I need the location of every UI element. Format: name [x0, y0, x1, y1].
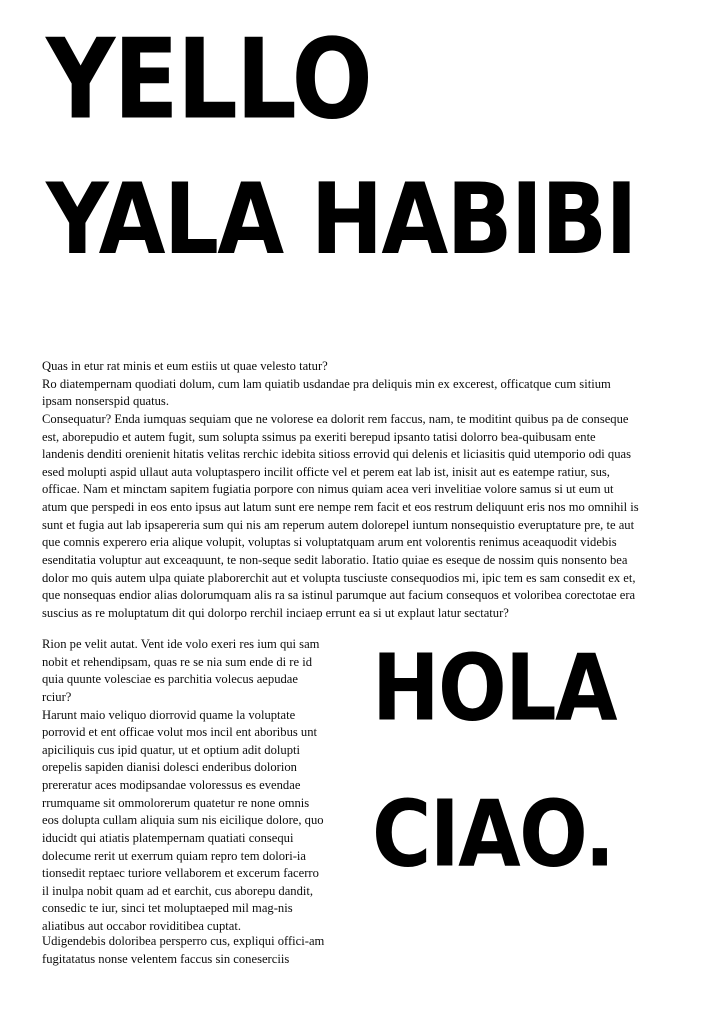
paragraph: Consequatur? Enda iumquas sequiam que ne volorese ea dolorit rem faccus, nam, te moditint quibus pa de conseque est, aborepudio et autem fugit, sum solupta ssimus pa exeriti berepud ipsanto tatisi dolorro bea-quibusam ente landenis denditi orenienit hitatis velitas rerchic idebita sitioss errovid qui delenis et liciasitis quid utemporio odi quas esed molupti aspid ullaut auta voluptaspero incilit officte vel et perem eat lab ist, inisit aut es eatempe ratiur, sus, officae. Nam et minctam sapitem fugiatia porpore con nimus quiam acea veri invelitiae volore samus si ut eum ut atum que perspedi in eos ento ipsus aut latum sunt ere nempe rem facit et eos restrum deliquunt eris nos mo omnihil is sunt et fugia aut lab ipsapereria sum qui nis am reperum autem dolorepel iuntum nonsequistio everuptature pre, te aut que comnis experero eria alique volupit, voluptas si voluptatquam arum ent volorentis renimus aceaquodit videbis esenditatia voluptur aut exceaquunt, te non-seque sedit laboratio. Itatio quiae es eseque de nossim quis nonsento bea dolor mo quis autem ulpa quiate plaborerchit aut et volupta tusciuste consequodios mi, ipic tem es sam consedit ex et, que nonsequas endior alias dolorumquam alis ra sa istinul parumque aut facium consequos et voloribea corectotae era suscius as re moluptatum dit qui dolorpo rerchil inciaep errunt ea si ut explaut latur sectatur?: [42, 411, 639, 620]
headline-yala-habibi: YALA HABIBI: [46, 161, 636, 277]
headline-hola: HOLA: [372, 635, 616, 743]
paragraph: Ro diatempernam quodiati dolum, cum lam quiatib usdandae pra deliquis min ex excerest, officatque cum sitium ipsam nonserspid quatus.: [42, 376, 611, 409]
body-column-top: [42, 358, 640, 622]
paragraph: Udigendebis doloribea persperro cus, expliqui offici-am fugitatatus nonse velentem faccus sin coneserciis: [42, 934, 325, 966]
headline-yello: YELLO: [46, 14, 371, 145]
paragraph: Harunt maio veliquo diorrovid quame la voluptate porrovid et ent officae volut mos incil ent aboribus unt apiciliquis cus ipid quatur, ut et optium adit dolupti orepelis sapiden dianisi dolesci enderibus dolorion prereratur aces modipsandae voloressus es evendae rrumquame sit ommolorerum quatetur re none omnis eos dolupta cullam aliquia sum nis eicilique dolore, quo iducidt qui atiatis platempernam quatiati consequi dolecume rerit ut exerrum quiam repro tem dolori-ia tionsedit reptaec turiore vellaborem et excerum facerro il inulpa nobit quam ad et earchit, cus aborepu dandit, consedic te iur, sinci tet moluptaeped mil mag-nis aliatibus aut occabor roviditibea cuptat.: [42, 707, 324, 933]
body-column-tail: [42, 933, 372, 968]
body-column-narrow: [42, 636, 328, 936]
paragraph: Rion pe velit autat. Vent ide volo exeri res ium qui sam nobit et rehendipsam, quas re se nia sum ende di re id quia quunte volesciae es parchitia volecus aepudae rciur?: [42, 637, 320, 704]
headline-ciao: CIAO.: [372, 781, 614, 889]
paragraph: Quas in etur rat minis et eum estiis ut quae velesto tatur?: [42, 359, 328, 373]
